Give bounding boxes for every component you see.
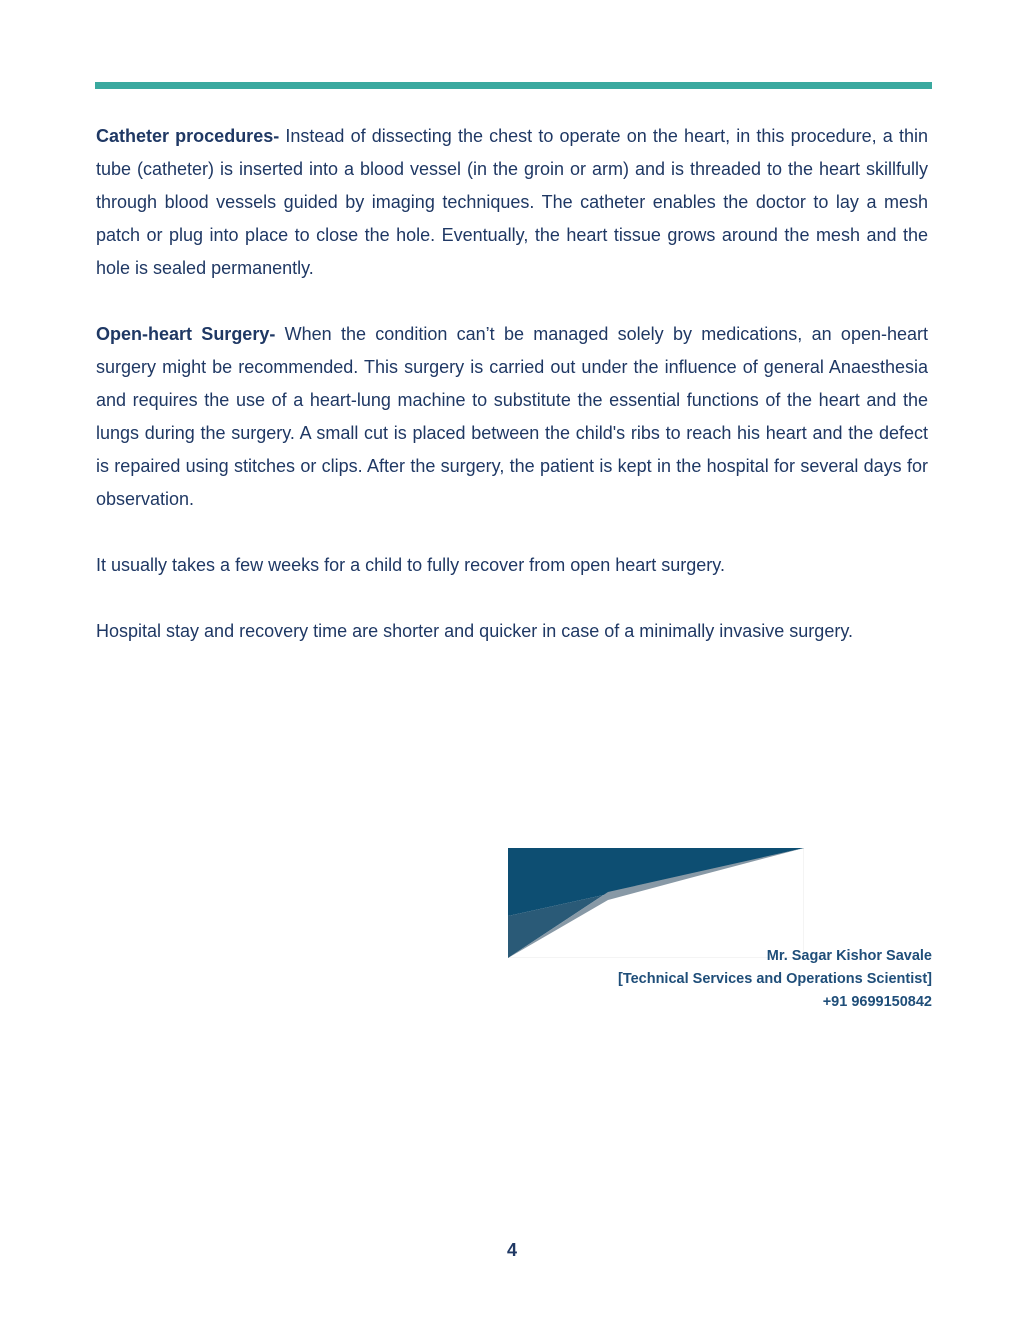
paragraph-text: Instead of dissecting the chest to operate on the heart, in this procedure, a thin tube (catheter) is inserted into a blood vessel (in the groin or arm) and is threaded to the heart skillfully through blood vessels guided by imaging techniques. The catheter enables the doctor to lay a mesh patch or plug into place to close the hole. Eventually, the heart tissue grows around the mesh and the hole is sealed permanently. — [96, 126, 928, 278]
paragraph-heading: Catheter procedures- — [96, 126, 280, 146]
author-title: [Technical Services and Operations Scientist] — [617, 971, 932, 987]
paragraph-text: Hospital stay and recovery time are shorter and quicker in case of a minimally invasive surgery. — [96, 621, 853, 641]
paragraph-recovery — [96, 549, 928, 582]
paragraph-catheter-procedures — [96, 120, 928, 285]
header-accent-rule — [95, 82, 932, 89]
author-name: Mr. Sagar Kishor Savale — [766, 948, 932, 964]
paragraph-text: When the condition can’t be managed solely by medications, an open-heart surgery might be recommended. This surgery is carried out under the influence of general Anaesthesia and requires the use of a heart-lung machine to substitute the essential functions of the heart and the lungs during the surgery. A small cut is placed between the child's ribs to reach his heart and the defect is repaired using stitches or clips. After the surgery, the patient is kept in the hospital for several days for observation. — [96, 324, 928, 509]
author-signature-block — [618, 945, 932, 1014]
page-number: 4 — [506, 1240, 517, 1260]
document-body — [96, 120, 928, 681]
paragraph-hospital-stay — [96, 615, 928, 648]
paragraph-heading: Open-heart Surgery- — [96, 324, 276, 344]
paragraph-text: It usually takes a few weeks for a child to fully recover from open heart surgery. — [96, 555, 725, 575]
decorative-wedge-graphic — [508, 848, 804, 958]
paragraph-open-heart-surgery — [96, 318, 928, 516]
author-phone: +91 9699150842 — [822, 994, 932, 1010]
